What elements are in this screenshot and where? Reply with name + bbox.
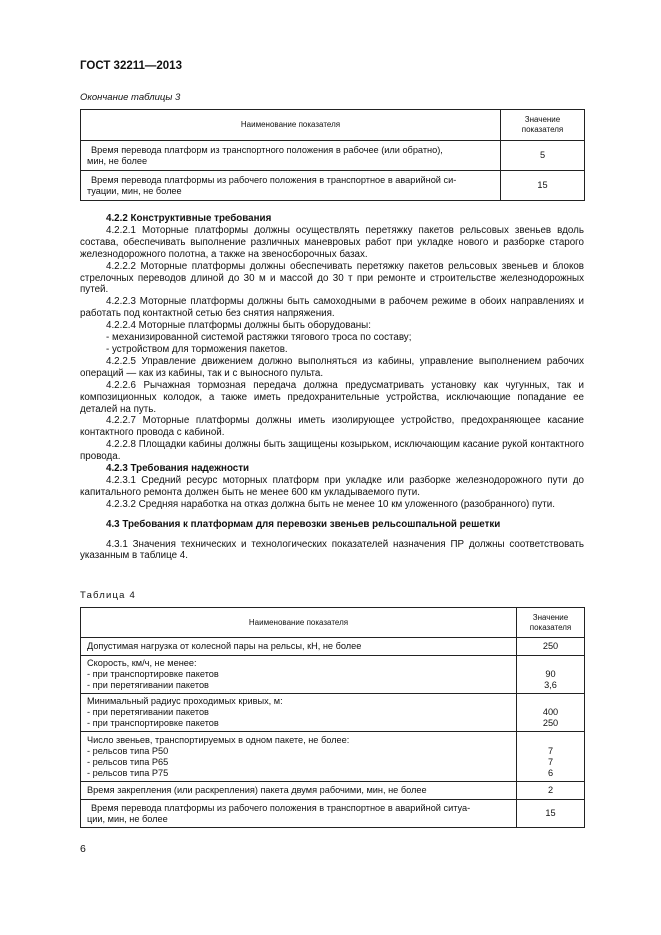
table4-col1-header: Наименование показателя: [81, 608, 517, 638]
table3-header-row: [81, 110, 585, 141]
table4-row2-val: 90 3,6: [517, 656, 585, 694]
table3-row1-desc: Время перевода платформ из транспортного положения в рабочее (или обратно), мин, не более: [81, 141, 501, 171]
paragraph: 4.2.3.2 Средняя наработка на отказ должна быть не менее 10 км уложенного (разобранного) пути.: [106, 498, 555, 510]
paragraph: 4.2.2.1 Моторные платформы должны осуществлять перетяжку пакетов рельсовых звеньев вдоль состава, обеспечивать выполнение различных маневровых работ при укладке нового и разборке старого железнодорожного полотна, а также на звеносборочных базах.: [80, 224, 584, 260]
table4-row3-desc: Минимальный радиус проходимых кривых, м: - при перетягивании пакетов - при транспортировке пакетов: [81, 694, 517, 732]
table4-row1-desc: Допустимая нагрузка от колесной пары на рельсы, кН, не более: [81, 638, 517, 656]
table4-col2-header: Значение показателя: [517, 608, 585, 638]
table-row: [81, 694, 585, 732]
list-item: - механизированной системой растяжки тягового троса по составу;: [106, 332, 412, 344]
paragraph: 4.2.2.6 Рычажная тормозная передача должна предусматривать установку как чугунных, так и композиционных колодок, а также иметь предохранительные устройства, исключающие попадание ее деталей на путь.: [80, 379, 584, 415]
table4-row1-val: 250: [517, 638, 585, 656]
paragraph: 4.2.2.4 Моторные платформы должны быть оборудованы:: [106, 320, 371, 332]
standard-code-header: ГОСТ 32211—2013: [80, 60, 182, 72]
table3-col2-header: Значение показателя: [501, 110, 585, 141]
table4-row3-val: 400 250: [517, 694, 585, 732]
table3-row2-val: 15: [501, 171, 585, 201]
table4-row4-desc: Число звеньев, транспортируемых в одном пакете, не более: - рельсов типа Р50 - рельсов типа Р65 - рельсов типа Р75: [81, 732, 517, 782]
body-text: [80, 213, 584, 562]
table-row: [81, 656, 585, 694]
table-row: [81, 141, 585, 171]
table4-row2-desc: Скорость, км/ч, не менее: - при транспортировке пакетов - при перетягивании пакетов: [81, 656, 517, 694]
table3: [80, 109, 585, 201]
paragraph: 4.2.2.7 Моторные платформы должны иметь изолирующее устройство, предохраняющее касание контактного провода с кабиной.: [80, 415, 584, 439]
table3-col1-header: Наименование показателя: [81, 110, 501, 141]
paragraph: 4.2.2.3 Моторные платформы должны быть самоходными в рабочем режиме в обоих направлениях и работать под контактной сетью без снятия напряжения.: [80, 296, 584, 320]
section-4-2-3-heading: 4.2.3 Требования надежности: [106, 463, 250, 475]
table-row: [81, 171, 585, 201]
paragraph: 4.2.2.8 Площадки кабины должны быть защищены козырьком, исключающим касание рукой контактного провода.: [80, 439, 584, 463]
table-row: [81, 732, 585, 782]
table3-caption: Окончание таблицы 3: [80, 92, 181, 103]
table3-row1-val: 5: [501, 141, 585, 171]
paragraph: 4.2.2.2 Моторные платформы должны обеспечивать перетяжку пакетов рельсовых звеньев и блоков стрелочных переводов длиной до 30 м и массой до 30 т при ремонте и строительстве железнодорожных путей.: [80, 260, 584, 296]
paragraph: 4.2.3.1 Средний ресурс моторных платформ при укладке или разборке железнодорожного пути до капитального ремонта должен быть не менее 600 км укладываемого пути.: [80, 474, 584, 498]
table4-row6-val: 15: [517, 800, 585, 828]
table4-header-row: [81, 608, 585, 638]
table4-row5-val: 2: [517, 782, 585, 800]
section-4-3-heading: 4.3 Требования к платформам для перевозки звеньев рельсошпальной решетки: [106, 518, 501, 530]
section-4-2-2-heading: 4.2.2 Конструктивные требования: [106, 213, 272, 224]
table4-row5-desc: Время закрепления (или раскрепления) пакета двумя рабочими, мин, не более: [81, 782, 517, 800]
paragraph: 4.3.1 Значения технических и технологических показателей назначения ПР должны соответствовать указанным в таблице 4.: [80, 538, 584, 562]
table-row: [81, 638, 585, 656]
page-number: 6: [80, 843, 86, 855]
table3-row2-desc: Время перевода платформы из рабочего положения в транспортное в аварийной си- туации, мин, не более: [81, 171, 501, 201]
table4: [80, 607, 585, 828]
table-row: [81, 782, 585, 800]
table4-row6-desc: Время перевода платформы из рабочего положения в транспортное в аварийной ситуа- ции, мин, не более: [81, 800, 517, 828]
table4-row4-val: 7 7 6: [517, 732, 585, 782]
paragraph: 4.2.2.5 Управление движением должно выполняться из кабины, управление выполнением рабочих операций — как из кабины, так и с выносного пульта.: [80, 355, 584, 379]
list-item: - устройством для торможения пакетов.: [106, 343, 288, 355]
table-row: [81, 800, 585, 828]
table4-caption: Таблица 4: [80, 590, 136, 601]
